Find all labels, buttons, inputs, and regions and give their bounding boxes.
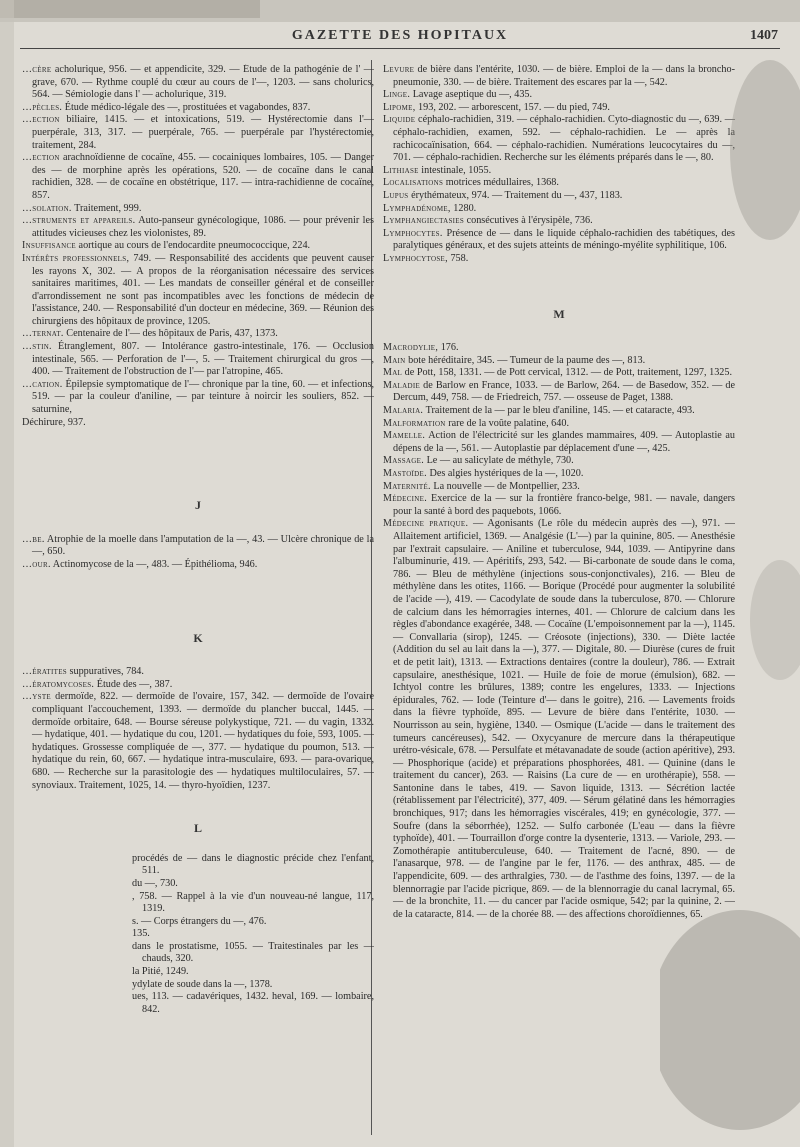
index-entry (132, 916, 374, 929)
index-entry-text: consécutives à l'érysipèle, 736. (466, 215, 593, 227)
index-entry (22, 666, 374, 679)
index-entry-keyword: Lymphocytes. (383, 227, 443, 239)
index-entry (383, 468, 735, 481)
section-letter-j: J (195, 498, 201, 513)
index-entry-text: 749. — Responsabilité des accidents que peuvent causer les rayons X, 302. — A propos de la réorganisation nécessaire des services sanitaires maritimes, 401. — Les mandats de conseiller général et de conseiller d'arrondissement ne sont pas incompatibles avec les fonctions de médecin de l'assistance, 240. — Responsabilité d'un docteur en médecine, 369. — Réunion des chirurgiens des hôpitaux de province, 1205. (32, 252, 374, 327)
index-entry (132, 891, 374, 916)
index-entry-text: 758. (450, 252, 469, 264)
index-entry-keyword: …pècles. (22, 101, 63, 113)
index-entry (383, 253, 735, 266)
index-entry (383, 203, 735, 216)
section-letter-k: K (193, 630, 203, 645)
index-entry-text: arachnoïdienne de cocaïne, 455. — cocainiques lombaires, 105. — Danger des — de morphine après les opérations, 520. — de cocaïne dans le canal rachidien, 328. — de cocaïne en obstétrique, 117. — intra-rachidienne de cocaïne, 857. (32, 152, 374, 201)
index-entry (132, 979, 374, 992)
index-entry (383, 418, 735, 431)
index-entry-keyword: …ternat. (22, 328, 64, 340)
index-entry-text: rare de la voûte palatine, 640. (448, 417, 570, 429)
index-entry-text: Étude des —, 387. (96, 678, 173, 690)
index-block-k (22, 666, 374, 792)
index-entry (132, 878, 374, 891)
index-entry-text: Étude médico-légale des —, prostituées et vagabondes, 837. (64, 101, 311, 113)
section-letter-m: M (553, 306, 565, 321)
index-entry-text: de Barlow en France, 1033. — de Barlow, 264. — de Basedow, 352. — de Dercum, 449, 758. — de Friedreich, 757. — osseuse de Paget, 1388. (393, 379, 735, 404)
index-entry (22, 534, 374, 559)
index-entry-keyword: Mamelle. (383, 430, 426, 442)
index-entry-keyword: Maternité. (383, 480, 431, 492)
index-entry (22, 328, 374, 341)
index-entry (383, 380, 735, 405)
page-number: 1407 (750, 28, 778, 43)
index-entry-text: ues, 113. — cadavériques, 1432. heval, 169. — lombaire, 842. (132, 991, 374, 1015)
header-rule (20, 48, 780, 49)
index-entry-keyword: Liquide (383, 114, 416, 126)
index-entry-text: suppuratives, 784. (69, 666, 144, 678)
index-entry-text: motrices médullaires, 1368. (445, 177, 559, 189)
index-entry (22, 691, 374, 792)
index-entry-keyword: Lupus (383, 189, 409, 201)
index-entry-keyword: Mastoïde. (383, 468, 427, 480)
index-entry (383, 367, 735, 380)
index-entry-text: , 758. — Rappel à la vie d'un nouveau-né langue, 117, 1319. (132, 890, 374, 915)
index-entry-text: La nouvelle — de Montpellier, 233. (433, 480, 580, 492)
index-entry (22, 240, 374, 253)
index-entry-keyword: Malaria. (383, 405, 424, 417)
index-entry-keyword: …yste (22, 691, 51, 703)
index-entry-text: céphalo-rachidien, 319. — céphalo-rachidien. Cyto-diagnostic du —, 639. — céphalo-rachidien, examen, 592. — céphalo-rachidien. Le — après la rachicocaïnisation, 664. — céphalo-rachidien. Numérations leucocytaires du —, 701. — céphalo-rachidien. Recherche sur les éléments préparés dans le —, 80. (393, 114, 735, 164)
index-entry-text: Lavage aseptique du —, 435. (412, 89, 533, 101)
index-entry-text: acholurique, 956. — et appendicite, 329. — Étude de la pathogénie de l' — grave, 670. — Rythme couplé du cœur au cours de l'—, 1203. — sans cholurics, 564. — Sémiologie dans l' — acholurique, 319. (32, 64, 374, 101)
index-entry-keyword: …cère (22, 64, 52, 75)
section-letter-l: L (193, 821, 202, 836)
index-entry-keyword: Malformation (383, 417, 446, 429)
index-entry (22, 679, 374, 692)
index-entry (132, 853, 374, 878)
index-entry-keyword: Massage. (383, 455, 425, 467)
index-entry-text: 135. (132, 928, 150, 940)
index-entry (22, 417, 374, 430)
index-entry (132, 941, 374, 966)
index-entry (383, 355, 735, 368)
index-entry (22, 64, 374, 102)
index-entry-text: dermoïde, 822. — dermoïde de l'ovaire, 157, 342. — dermoïde de l'ovaire compliquant l'accouchement, 1393. — dermoïde du plancher buccal, 1445. — dermoïde orbitaire, 648. — Bourse séreuse polykystique, 721. — du vagin, 1332. — hydatique, 401. — hydatique du cou, 1201. — hydatiques du foie, 593, 1005. — hydatiques. Grossesse compliquée de —, 377. — hydatique du poumon, 513. — hydatique du rein, 60, 667. — hydatique intra-musculaire, 693. — para-ovarique, 680. — Recherche sur la parasitologie des — hydatiques multiloculaires, 57. — synoviaux. Traitement, 1025, 14. — thyro-hyoïdien, 1237. (32, 691, 374, 791)
index-entry (22, 559, 374, 572)
index-entry-text: biliaire, 1415. — et intoxications, 519. — Hystérectomie dans l'— puerpérale, 313, 317. — puerpérale, 765. — puerpérale par l'hystérectomie, traitement, 284. (32, 114, 374, 151)
index-entry-text: procédés de — dans le diagnostic précide chez l'enfant, 511. (132, 852, 374, 877)
index-entry-text: Déchirure, 937. (22, 416, 86, 428)
index-entry-text: Épilepsie symptomatique de l'— chronique par la tine, 60. — et infections, 519. — par la couleur d'aniline, — par teinture à noircir les souliers, 852. — saturnine, (32, 378, 374, 416)
index-entry-text: ydylate de soude dans la —, 1378. (132, 978, 273, 990)
index-entry-text: 176. (440, 342, 459, 354)
index-entry (383, 342, 735, 355)
index-entry-text: s. — Corps étrangers du —, 476. (132, 915, 267, 927)
index-entry-text: Auto-panseur gynécologique, 1086. — pour prévenir les attitudes vicieuses chez les violonistes, 89. (32, 215, 374, 239)
index-block-i (22, 64, 374, 429)
index-block-l-continued (383, 64, 735, 266)
index-block-j (22, 534, 374, 572)
index-entry (22, 114, 374, 152)
index-entry-keyword: Maladie (383, 379, 421, 391)
index-entry-keyword: …ératites (22, 666, 67, 678)
index-entry-keyword: Levure (383, 64, 415, 75)
index-entry-keyword: Localisations (383, 177, 444, 189)
index-entry (22, 215, 374, 240)
left-column (22, 64, 374, 1134)
index-entry-text: Traitement, 999. (74, 202, 142, 214)
index-entry-text: Des algies hystériques de la —, 1020. (429, 468, 584, 480)
index-entry (132, 991, 374, 1016)
index-entry-keyword: …be. (22, 533, 45, 545)
index-entry-keyword: Lymphocytose, (383, 252, 448, 264)
index-entry-keyword: Lithiase (383, 164, 419, 176)
index-entry (22, 341, 374, 379)
index-entry-text: Actinomycose de la —, 483. — Épithélioma, 946. (52, 559, 258, 570)
index-entry-keyword: …our. (22, 559, 51, 570)
index-entry (22, 203, 374, 216)
index-entry (383, 89, 735, 102)
index-entry-text: intestinale, 1055. (421, 164, 492, 176)
index-entry (383, 430, 735, 455)
index-entry (22, 379, 374, 417)
index-entry (132, 928, 374, 941)
index-entry (383, 455, 735, 468)
index-entry-keyword: Lymphadénome, (383, 202, 451, 214)
index-entry-text: de bière dans l'entérite, 1030. — de bière. Emploi de la — dans la broncho-pneumonie, 330. — de bière. Traitement des escares par la —, 542. (393, 64, 735, 88)
index-entry-keyword: Lipome, (383, 101, 416, 113)
index-entry-keyword: Macrodylie, (383, 342, 439, 354)
index-entry-keyword: Médecine. (383, 493, 428, 505)
index-entry-text: Atrophie de la moelle dans l'amputation de la —, 43. — Ulcère chronique de la —, 650. (32, 533, 374, 558)
index-entry-keyword: …ératomycoses. (22, 678, 95, 690)
index-entry-keyword: Linge. (383, 89, 411, 101)
index-entry (383, 493, 735, 518)
index-entry-text: aortique au cours de l'endocardite pneumococcique, 224. (78, 240, 311, 252)
index-entry-keyword: …solation. (22, 202, 72, 214)
index-entry-text: Présence de — dans le liquide céphalo-rachidien des tabétiques, des paralytiques généraux, et des sujets atteints de méningo-myélite syphilitique, 106. (393, 227, 735, 252)
index-entry-keyword: Main (383, 354, 406, 366)
index-entry-text: 193, 202. — arborescent, 157. — du pied, 749. (418, 101, 610, 113)
index-entry-text: Le — au salicylate de méthyle, 730. (426, 455, 574, 467)
index-entry (22, 102, 374, 115)
index-entry (383, 405, 735, 418)
index-entry (383, 215, 735, 228)
index-block-m (383, 342, 735, 921)
index-entry-keyword: Intérêts professionnels, (22, 252, 130, 264)
index-entry-text: bote héréditaire, 345. — Tumeur de la paume des —, 813. (408, 354, 646, 366)
index-entry-keyword: Médecine pratique. (383, 518, 469, 530)
index-entry-text: du —, 730. (132, 877, 178, 889)
index-entry (383, 177, 735, 190)
right-column (383, 64, 735, 1134)
index-entry-text: Centenaire de l'— des hôpitaux de Paris, 437, 1373. (66, 328, 278, 340)
index-block-l (22, 853, 374, 1017)
index-entry (383, 165, 735, 178)
index-entry (383, 481, 735, 494)
index-entry-text: Exercice de la — sur la frontière franco-belge, 981. — navale, dangers pour la santé à bord des paquebots, 1066. (393, 493, 735, 517)
index-entry-text: de Pott, 158, 1331. — de Pott cervical, 1312. — de Pott, traitement, 1297, 1325. (404, 367, 733, 379)
index-entry (383, 64, 735, 89)
index-entry (383, 102, 735, 115)
index-entry-keyword: Lymphangiectasies (383, 215, 465, 227)
index-entry-keyword: Insuffisance (22, 240, 76, 252)
index-entry-text: la Pitié, 1249. (132, 966, 189, 978)
index-entry-text: 1280. (453, 202, 477, 214)
index-entry (383, 518, 735, 921)
index-entry-text: Action de l'électricité sur les glandes mammaires, 409. — Autoplastie au dépens de la —, 561. — Autoplastie par déplacement d'une —, 425. (393, 430, 735, 454)
index-entry-keyword: …stin. (22, 341, 52, 353)
index-entry-text: Étranglement, 807. — Intolérance gastro-intestinale, 176. — Occlusion intestinale, 565. — Perforation de l'—, 5. — Traitement chirurgical du gros —, 400. — Traitement de l'obstruction de l'— par l'atropine, 465. (32, 341, 374, 378)
index-entry-keyword: …struments et appareils. (22, 215, 136, 227)
index-entry-text: dans le prostatisme, 1055. — Traitestinales par les — chauds, 320. (132, 940, 374, 965)
index-entry-keyword: …ection (22, 152, 60, 164)
index-entry-text: érythémateux, 974. — Traitement du —, 437, 1183. (411, 189, 623, 201)
index-entry-text: Traitement de la — par le bleu d'aniline, 145. — et cataracte, 493. (425, 405, 695, 417)
index-entry (22, 152, 374, 202)
index-entry (132, 966, 374, 979)
index-entry (383, 190, 735, 203)
journal-title: GAZETTE DES HOPITAUX (291, 28, 509, 43)
index-entry (383, 114, 735, 164)
index-entry (383, 228, 735, 253)
index-entry (22, 253, 374, 329)
index-entry-keyword: …ection (22, 114, 60, 126)
index-entry-text: — Agonisants (Le rôle du médecin auprès des —), 971. — Allaitement artificiel, 1369. — Analgésie (L'—) par la quinine, 805. — Anesthésie par l'extrait capsulaire. — Aniline et tuberculose, 944, 1039. — Antipyrine dans l'albuminurie, 419. — Apéritifs, 293, 542. — Bi-carbonate de soude dans le coma, 786. — Bleu de méthylène (injections sous-conjonctivales), 216. — Bleu de méthylène dans les otites, 1166. — Borique (Procédé pour augmenter la solubilité de l'acide —), 419. — Cacodylate de soude dans la tuberculose, 870. — Chlorure de calcium dans les hémorragies internes, 401. — Chlorure de calcium dans les règles d'abondance exagérée, 348. — Cocaïne (L'empoisonnement par la —), 1145. — Convallaria (sirop), 1245. — Créosote (injections), 330. — Diète lactée (Addition du sel au lait dans la —), 377. — Digitale, 80. — Diurèse (cures de fruit et de petit lait), 1313. — Extractions dentaires (contre la douleur), 786. — Extrait capsulaire, anesthésique, 1021. — Huile de foie de morue (émulsion), 682. — Ichtyol contre les brûlures, 1389; contre les engelures, 1333. — Injections épidurales, 762. — Iode (Teinture d'— dans le goitre), 216. — Lavements froids dans la fièvre typhoïde, 895. — Levure de bière dans l'entérite, 1030. — Nourrisson au sein, hygiène, 1340. — Osmique (L'acide — dans le traitement des tumeurs cancéreuses), 542. — Oxycyanure de mercure dans la thérapeutique urétro-vésicale, 678. — Persulfate et métavanadate de soude (action apéritive), 293. — Phosphorique (acide) et préparations phosphorées, 481. — Quinine (dans le traitement du cancer), 263. — Raisins (La cure de — en urothérapie), 558. — Santonine dans le tabes, 419. — Savon liquide, 1313. — Sécrétion lactée (rétablissement par l'électricité), 377, 409. — Sérum gélatiné dans les hémorragies bronchiques, 917; dans les hémorragies viscérales, 419; en gynécologie, 377. — Soufre (dans la séborrhée), 1252. — Sulfo carbonée (L'eau — dans la fièvre typhoïde), 401. — Tourraillon d'orge contre la dysenterie, 1313. — Variole, 293. — Zomothérapie antituberculeuse, 640. — Traitement de l'acné, 890. — de l'anasarque, 978. — de l'angine par le fer, 1176. — des anthrax, 485. — de l'appendicite, 609. — des arthralgies, 730. — de l'asthme des foins, 1397. — de la blennorragie par l'acide picrique, 869. — de la blennorragie du canal lacrymal, 65. — de la bronchite, 11. — du cancer par l'acide osmique, 542; par la quinine, 2. — de la cataracte, 814. — de la chorée 88. — des affections choroïdiennes, 65. (393, 518, 735, 920)
index-entry-keyword: Mal (383, 367, 403, 379)
index-entry-keyword: …cation. (22, 378, 63, 390)
page-header (0, 22, 800, 50)
